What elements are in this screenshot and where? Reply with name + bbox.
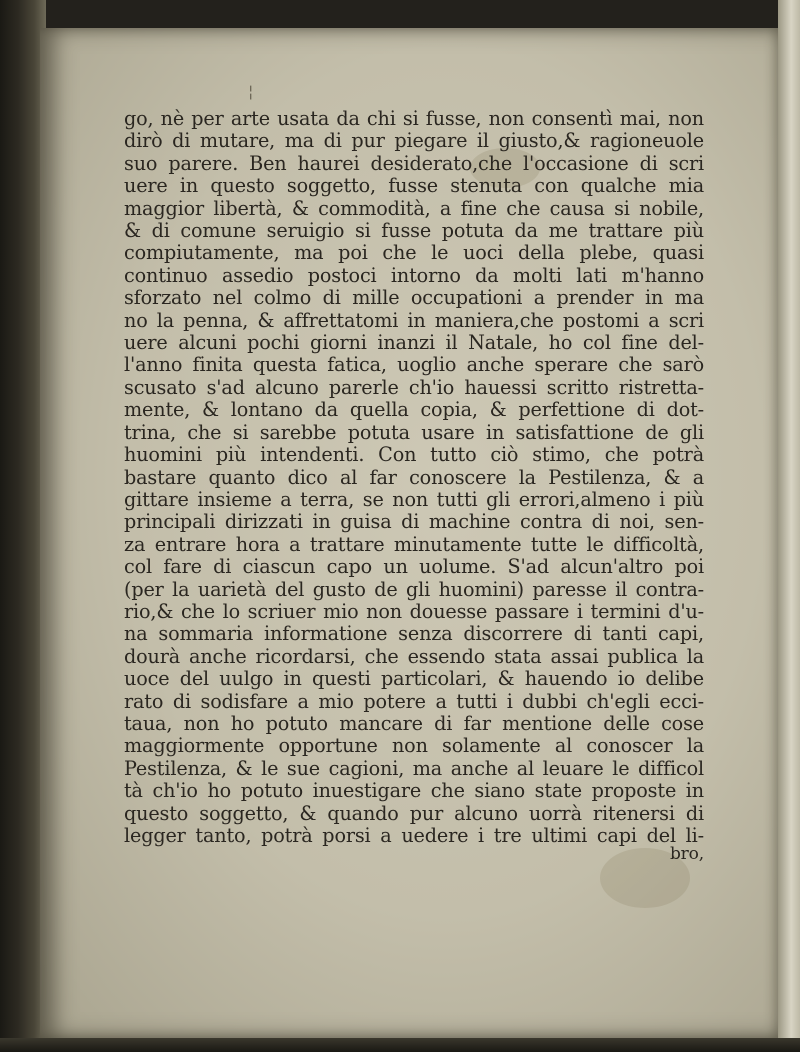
text-line: bastare quanto dico al far conoscere la Pestilenza, & a [124, 466, 704, 489]
body-text [124, 108, 704, 863]
text-line: taua, non ho potuto mancare di far mentione delle cose [124, 712, 704, 735]
text-line: maggior libertà, & commodità, a fine che causa si nobile, [124, 197, 704, 220]
text-line: continuo assedio postoci intorno da molti lati m'hanno [124, 264, 704, 287]
text-line: Pestilenza, & le sue cagioni, ma anche al leuare le difficol [124, 757, 704, 780]
scan-bottom-edge [0, 1038, 800, 1052]
text-line: legger tanto, potrà porsi a uedere i tre ultimi capi del li- [124, 825, 704, 847]
text-line: rio,& che lo scriuer mio non douesse passare i termini d'u- [124, 600, 704, 623]
text-line: za entrare hora a trattare minutamente tutte le difficoltà, [124, 533, 704, 556]
text-line: rato di sodisfare a mio potere a tutti i dubbi ch'egli ecci- [124, 690, 704, 713]
text-line: uere in questo soggetto, fusse stenuta con qualche mia [124, 175, 704, 198]
text-line: mente, & lontano da quella copia, & perfettione di dot- [124, 399, 704, 422]
text-line: dourà anche ricordarsi, che essendo stata assai publica la [124, 645, 704, 668]
text-line: uoce del uulgo in questi particolari, & hauendo io delibe [124, 668, 704, 691]
text-line: maggiormente opportune non solamente al conoscer la [124, 735, 704, 758]
ink-mark-icon: ¦ [248, 82, 254, 101]
text-line: col fare di ciascun capo un uolume. S'ad alcun'altro poi [124, 556, 704, 579]
text-line: na sommaria informatione senza discorrere di tanti capi, [124, 623, 704, 646]
text-line: gittare insieme a terra, se non tutti gli errori,almeno i più [124, 488, 704, 511]
text-line: go, nè per arte usata da chi si fusse, non consentì mai, non [124, 108, 704, 130]
page-edge [778, 0, 800, 1052]
text-line: suo parere. Ben haurei desiderato,che l'occasione di scri [124, 152, 704, 175]
text-line: no la penna, & affrettatomi in maniera,che postomi a scri [124, 309, 704, 332]
text-line: tà ch'io ho potuto inuestigare che siano state proposte in [124, 780, 704, 803]
text-line: dirò di mutare, ma di pur piegare il giusto,& ragioneuole [124, 130, 704, 153]
text-line: compiutamente, ma poi che le uoci della plebe, quasi [124, 242, 704, 265]
catchword: bro, [669, 844, 704, 865]
text-line: principali dirizzati in guisa di machine contra di noi, sen- [124, 511, 704, 534]
text-line: l'anno finita questa fatica, uoglio anche sperare che sarò [124, 354, 704, 377]
text-line: (per la uarietà del gusto de gli huomini) paresse il contra- [124, 578, 704, 601]
text-line: uere alcuni pochi giorni inanzi il Natale, ho col fine del- [124, 332, 704, 355]
text-line: scusato s'ad alcuno parerle ch'io hauessi scritto ristretta- [124, 376, 704, 399]
text-line: huomini più intendenti. Con tutto ciò stimo, che potrà [124, 444, 704, 467]
text-line: & di comune seruigio si fusse potuta da me trattare più [124, 220, 704, 243]
text-line: questo soggetto, & quando pur alcuno uorrà ritenersi di [124, 802, 704, 825]
text-line: trina, che si sarebbe potuta usare in satisfattione de gli [124, 421, 704, 444]
text-line: sforzato nel colmo di mille occupationi a prender in ma [124, 287, 704, 310]
